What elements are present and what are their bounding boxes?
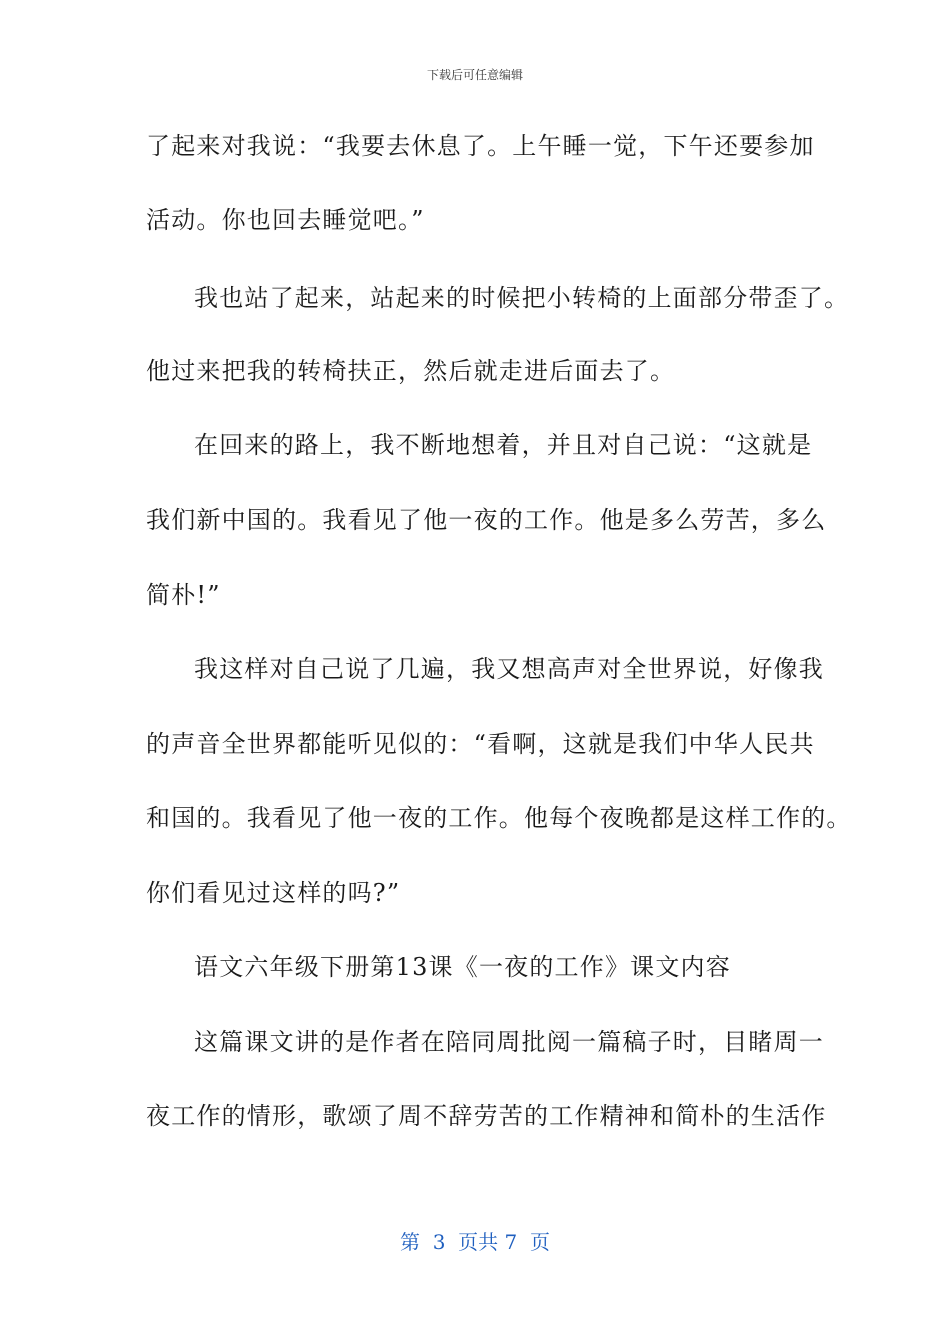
page-header: 下载后可任意编辑 [426,68,523,82]
paragraph-line: 在回来的路上，我不断地想着，并且对自己说：“这就是 [194,431,813,459]
page-number-footer: 第 3 页共 7 页 [400,1230,550,1254]
paragraph-line: 了起来对我说：“我要去休息了。上午睡一觉，下午还要参加 [146,132,815,160]
paragraph-line: 简朴!” [146,581,221,609]
section-heading: 语文六年级下册第13课《一夜的工作》课文内容 [194,953,731,981]
paragraph-line: 我也站了起来，站起来的时候把小转椅的上面部分带歪了。 [194,284,850,312]
paragraph-line: 我们新中国的。我看见了他一夜的工作。他是多么劳苦，多么 [146,506,827,534]
paragraph-line: 和国的。我看见了他一夜的工作。他每个夜晚都是这样工作的。 [146,804,852,832]
paragraph-line: 这篇课文讲的是作者在陪同周批阅一篇稿子时，目睹周一 [194,1028,824,1056]
paragraph-line: 你们看见过这样的吗?” [146,879,401,907]
paragraph-line: 活动。你也回去睡觉吧。” [146,206,425,234]
paragraph-line: 他过来把我的转椅扶正，然后就走进后面去了。 [146,357,676,385]
paragraph-line: 的声音全世界都能听见似的：“看啊，这就是我们中华人民共 [146,730,815,758]
paragraph-line: 夜工作的情形，歌颂了周不辞劳苦的工作精神和简朴的生活作 [146,1102,827,1130]
paragraph-line: 我这样对自己说了几遍，我又想高声对全世界说，好像我 [194,655,824,683]
